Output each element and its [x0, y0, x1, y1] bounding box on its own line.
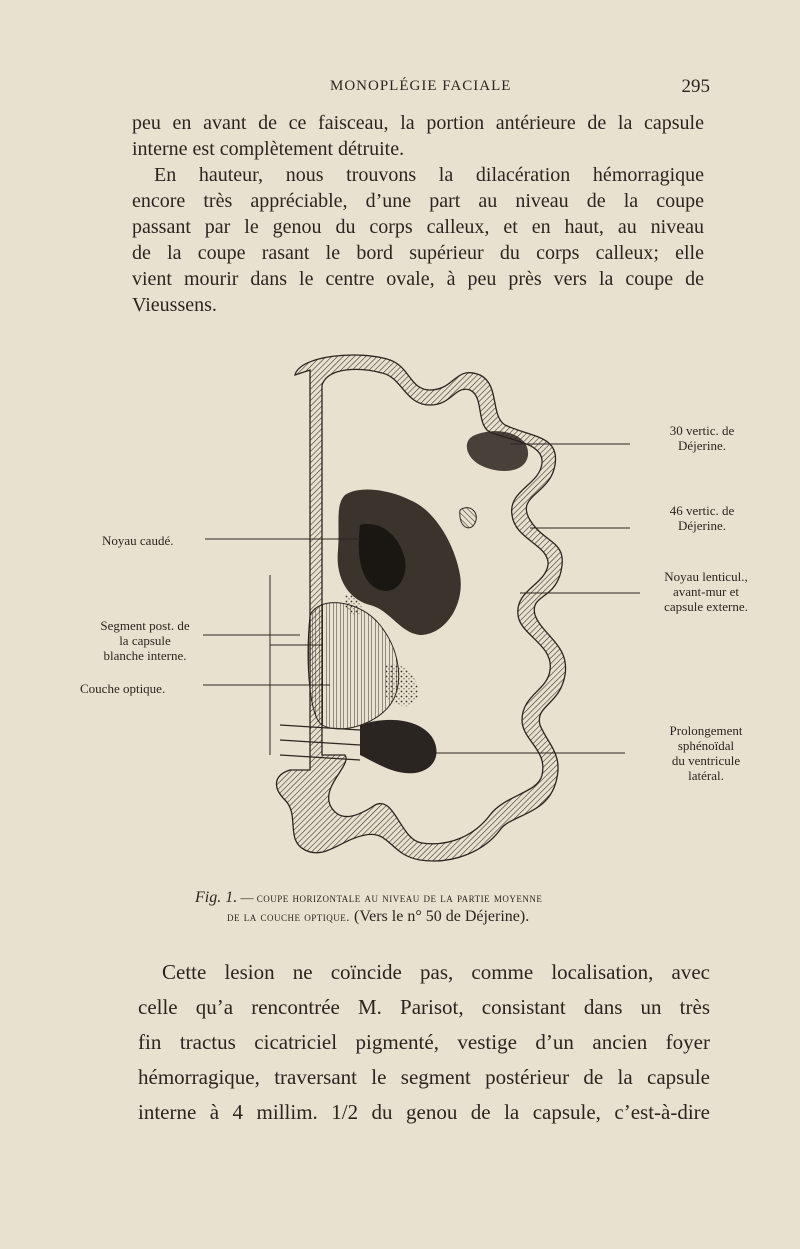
label-prolongement	[646, 723, 766, 783]
anatomical-figure	[60, 345, 780, 885]
paragraph-line: de la coupe rasant le bord supérieur du corps calleux; elle	[132, 242, 704, 264]
label-line: avant-mur et	[672, 584, 740, 599]
label-line: latéral.	[688, 768, 724, 783]
caption-text-2: de la couche optique.	[227, 909, 350, 924]
paragraph-line: hémorragique, traversant le segment postérieur de la capsule	[138, 1065, 710, 1089]
paragraph-line: peu en avant de ce faisceau, la portion antérieure de la capsule	[132, 112, 704, 134]
label-couche-optique: Couche optique.	[80, 681, 166, 696]
label-line: sphénoïdal	[677, 738, 735, 753]
paragraph-line: celle qu’a rencontrée M. Parisot, consistant dans un très	[138, 995, 710, 1019]
label-line: la capsule	[119, 633, 171, 648]
paragraph-line: encore très appréciable, d’une part au niveau de la coupe	[132, 190, 704, 212]
paragraph-1	[132, 110, 704, 318]
caption-line-2	[195, 907, 695, 926]
paragraph-line: Vieussens.	[132, 294, 217, 316]
lesion-mass	[338, 431, 528, 635]
figure-number: Fig. 1.	[195, 889, 238, 906]
paragraph-line: vient mourir dans le centre ovale, à peu près vers la coupe de	[132, 268, 704, 290]
label-line: 30 vertic. de	[669, 423, 735, 438]
paragraph-line: interne à 4 millim. 1/2 du genou de la capsule, c’est-à-dire	[138, 1100, 710, 1124]
running-title: MONOPLÉGIE FACIALE	[330, 78, 512, 94]
label-line: Segment post. de	[100, 618, 190, 633]
label-line: Déjerine.	[677, 518, 726, 533]
caption-text-1: coupe horizontale au niveau de la partie moyenne	[256, 890, 543, 905]
caption-dash: —	[237, 890, 257, 905]
paragraph-2	[138, 955, 710, 1130]
label-line: 46 vertic. de	[669, 503, 735, 518]
label-line: blanche interne.	[103, 648, 187, 663]
paragraph-line: fin tractus cicatriciel pigmenté, vestige d’un ancien foyer	[138, 1030, 710, 1054]
page-number: 295	[681, 76, 710, 97]
label-line: capsule externe.	[664, 599, 748, 614]
figure-caption	[195, 888, 695, 926]
label-46-vertic	[642, 503, 762, 533]
caption-paren: (Vers le n° 50 de Déjerine).	[350, 908, 530, 925]
caption-line-1	[195, 888, 695, 907]
label-noyau-lenticulaire	[646, 569, 766, 614]
paragraph-line: interne est complètement détruite.	[132, 138, 405, 160]
paragraph-line: En hauteur, nous trouvons la dilacération hémorragique	[154, 164, 704, 186]
label-line: Noyau lenticul.,	[664, 569, 748, 584]
label-30-vertic	[642, 423, 762, 453]
label-line: du ventricule	[671, 753, 741, 768]
label-segment-post	[80, 618, 210, 663]
label-line: Prolongement	[669, 723, 743, 738]
label-line: Déjerine.	[677, 438, 726, 453]
label-noyau-caude: Noyau caudé.	[102, 533, 174, 548]
paragraph-line: Cette lesion ne coïncide pas, comme localisation, avec	[162, 960, 710, 984]
paragraph-line: passant par le genou du corps calleux, et en haut, au niveau	[132, 216, 704, 238]
page-header	[130, 76, 710, 100]
